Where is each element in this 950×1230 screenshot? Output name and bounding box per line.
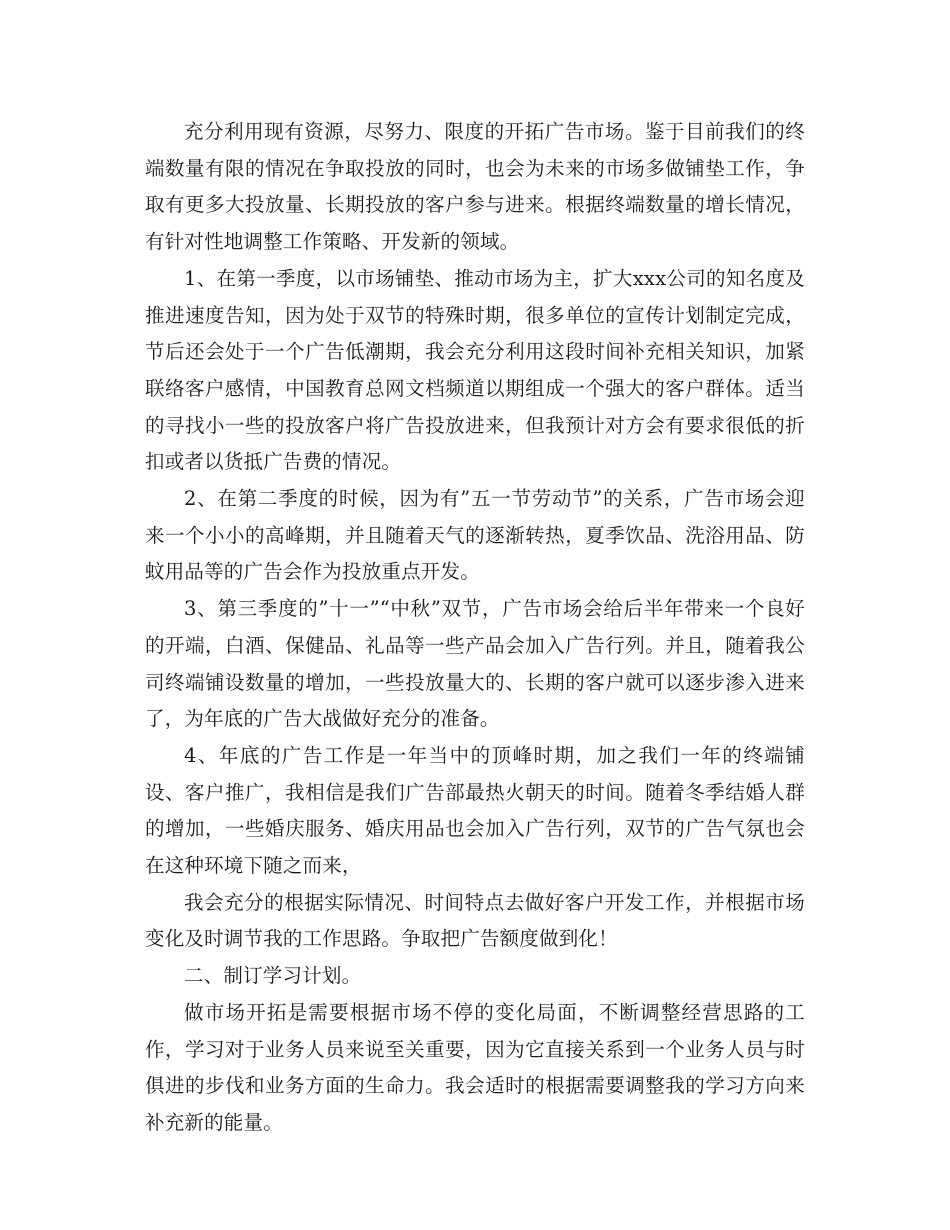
paragraph-intro: 充分利用现有资源，尽努力、限度的开拓广告市场。鉴于目前我们的终端数量有限的情况在争取投放的同时，也会为未来的市场多做铺垫工作，争取有更多大投放量、长期投放的客户参与进来。根据终端数量的增长情况，有针对性地调整工作策略、开发新的领域。	[145, 120, 805, 254]
paragraph-q3: 3、第三季度的”十一”“中秋”双节，广告市场会给后半年带来一个良好的开端，白酒、保健品、礼品等一些产品会加入广告行列。并且，随着我公司终端铺设数量的增加，一些投放量大的、长期的客户就可以逐步渗入进来了，为年底的广告大战做好充分的准备。	[145, 597, 805, 731]
paragraph-summary: 我会充分的根据实际情况、时间特点去做好客户开发工作，并根据市场变化及时调节我的工作思路。争取把广告额度做到化！	[145, 890, 805, 951]
document-body	[145, 114, 805, 1142]
paragraph-q2: 2、在第二季度的时候，因为有”五一节劳动节”的关系，广告市场会迎来一个小小的高峰期，并且随着天气的逐渐转热，夏季饮品、洗浴用品、防蚊用品等的广告会作为投放重点开发。	[145, 487, 805, 584]
paragraph-q4: 4、年底的广告工作是一年当中的顶峰时期，加之我们一年的终端铺设、客户推广，我相信是我们广告部最热火朝天的时间。随着冬季结婚人群的增加，一些婚庆服务、婚庆用品也会加入广告行列，双节的广告气氛也会在这种环境下随之而来，	[145, 743, 805, 878]
section-heading-study-plan: 二、制订学习计划。	[184, 964, 362, 988]
paragraph-q1: 1、在第一季度，以市场铺垫、推动市场为主，扩大xxx公司的知名度及推进速度告知，因为处于双节的特殊时期，很多单位的宣传计划制定完成，节后还会处于一个广告低潮期，我会充分利用这段时间补充相关知识，加紧联络客户感情，中国教育总网文档频道以期组成一个强大的客户群体。适当的寻找小一些的投放客户将广告投放进来，但我预计对方会有要求很低的折扣或者以货抵广告费的情况。	[145, 266, 805, 474]
paragraph-study-plan: 做市场开拓是需要根据市场不停的变化局面，不断调整经营思路的工作，学习对于业务人员来说至关重要，因为它直接关系到一个业务人员与时俱进的步伐和业务方面的生命力。我会适时的根据需要调整我的学习方向来补充新的能量。	[145, 1000, 805, 1134]
